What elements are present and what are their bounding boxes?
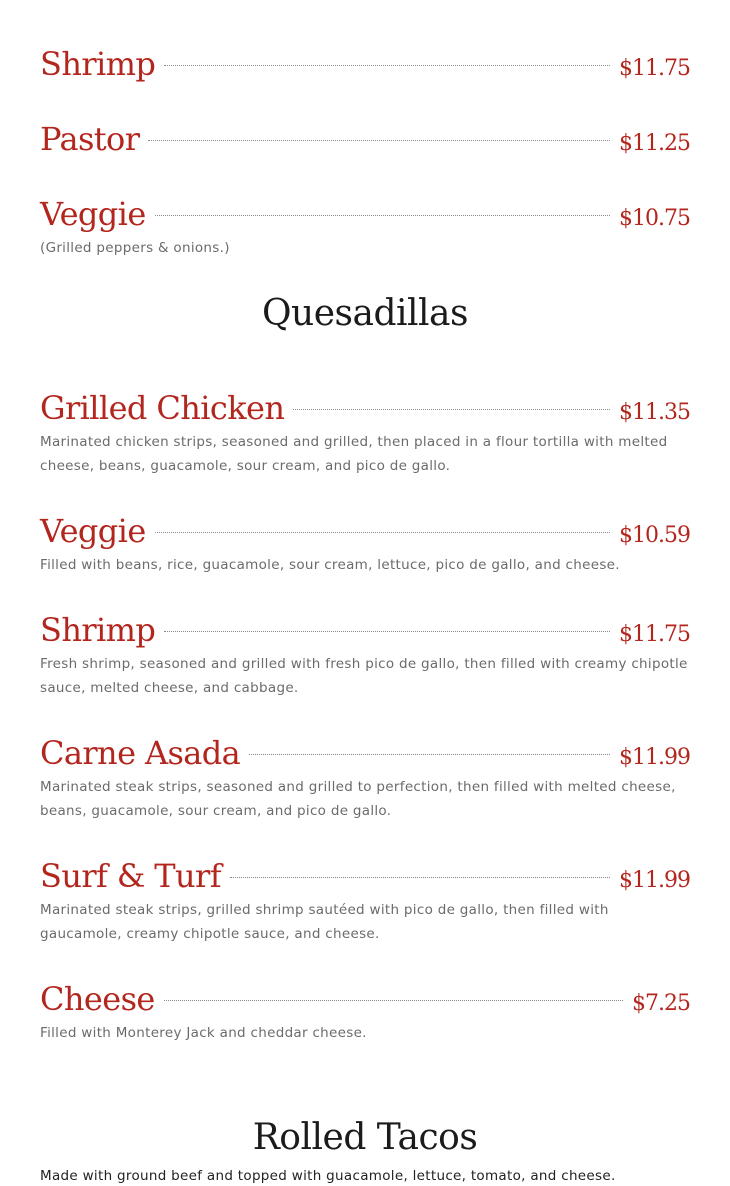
item-price: $10.59 <box>619 523 690 548</box>
dotted-leader <box>230 877 610 878</box>
item-name: Veggie <box>40 195 146 233</box>
menu-item-shrimp <box>40 44 690 84</box>
dotted-leader <box>164 1000 623 1001</box>
item-description: Marinated chicken strips, seasoned and grilled, then placed in a flour tortilla with melted cheese, beans, guacamole, sour cream, and pico de gallo. <box>40 434 668 474</box>
item-price: $11.35 <box>619 400 690 425</box>
menu-item-row <box>40 119 690 159</box>
item-price: $10.75 <box>619 206 690 231</box>
menu-item-row <box>40 856 690 896</box>
menu-item-row <box>40 194 690 234</box>
section-heading-rolled-tacos: Rolled Tacos <box>252 1117 478 1158</box>
menu-item-row <box>40 44 690 84</box>
item-name: Veggie <box>40 512 146 550</box>
section-heading-quesadillas: Quesadillas <box>262 293 468 334</box>
item-name: Pastor <box>40 120 140 158</box>
menu-item-cheese <box>40 979 690 1045</box>
menu-item-shrimp-quesadilla <box>40 610 690 700</box>
menu-item-surf-and-turf <box>40 856 690 946</box>
item-name: Carne Asada <box>40 734 241 772</box>
item-description: Marinated steak strips, grilled shrimp sautéed with pico de gallo, then filled with gaucamole, creamy chipotle sauce, and cheese. <box>40 902 609 942</box>
item-price: $11.25 <box>619 131 690 156</box>
menu-item-row <box>40 733 690 773</box>
item-description: Filled with Monterey Jack and cheddar cheese. <box>40 1025 367 1041</box>
item-name: Grilled Chicken <box>40 389 285 427</box>
section-note-rolled-tacos: Made with ground beef and topped with guacamole, lettuce, tomato, and cheese. <box>40 1168 616 1184</box>
dotted-leader <box>249 754 610 755</box>
dotted-leader <box>155 215 610 216</box>
menu-item-grilled-chicken <box>40 388 690 478</box>
item-price: $11.75 <box>619 622 690 647</box>
menu-item-row <box>40 979 690 1019</box>
item-price: $11.75 <box>619 56 690 81</box>
item-name: Surf & Turf <box>40 857 221 895</box>
menu-item-row <box>40 511 690 551</box>
dotted-leader <box>155 532 610 533</box>
dotted-leader <box>148 140 610 141</box>
item-name: Cheese <box>40 980 155 1018</box>
item-price: $11.99 <box>619 868 690 893</box>
item-price: $11.99 <box>619 745 690 770</box>
item-name: Shrimp <box>40 45 156 83</box>
item-description: Filled with beans, rice, guacamole, sour cream, lettuce, pico de gallo, and cheese. <box>40 557 620 573</box>
item-description: (Grilled peppers & onions.) <box>40 240 230 256</box>
item-name: Shrimp <box>40 611 156 649</box>
item-description: Marinated steak strips, seasoned and grilled to perfection, then filled with melted cheese, beans, guacamole, sour cream, and pico de gallo. <box>40 779 676 819</box>
dotted-leader <box>293 409 610 410</box>
dotted-leader <box>164 65 610 66</box>
menu-item-row <box>40 388 690 428</box>
menu-item-carne-asada <box>40 733 690 823</box>
item-description: Fresh shrimp, seasoned and grilled with fresh pico de gallo, then filled with creamy chipotle sauce, melted cheese, and cabbage. <box>40 656 688 696</box>
dotted-leader <box>164 631 610 632</box>
item-price: $7.25 <box>632 991 690 1016</box>
menu-item-pastor <box>40 119 690 159</box>
menu-item-row <box>40 610 690 650</box>
menu-item-veggie <box>40 194 690 260</box>
menu-item-veggie-quesadilla <box>40 511 690 577</box>
